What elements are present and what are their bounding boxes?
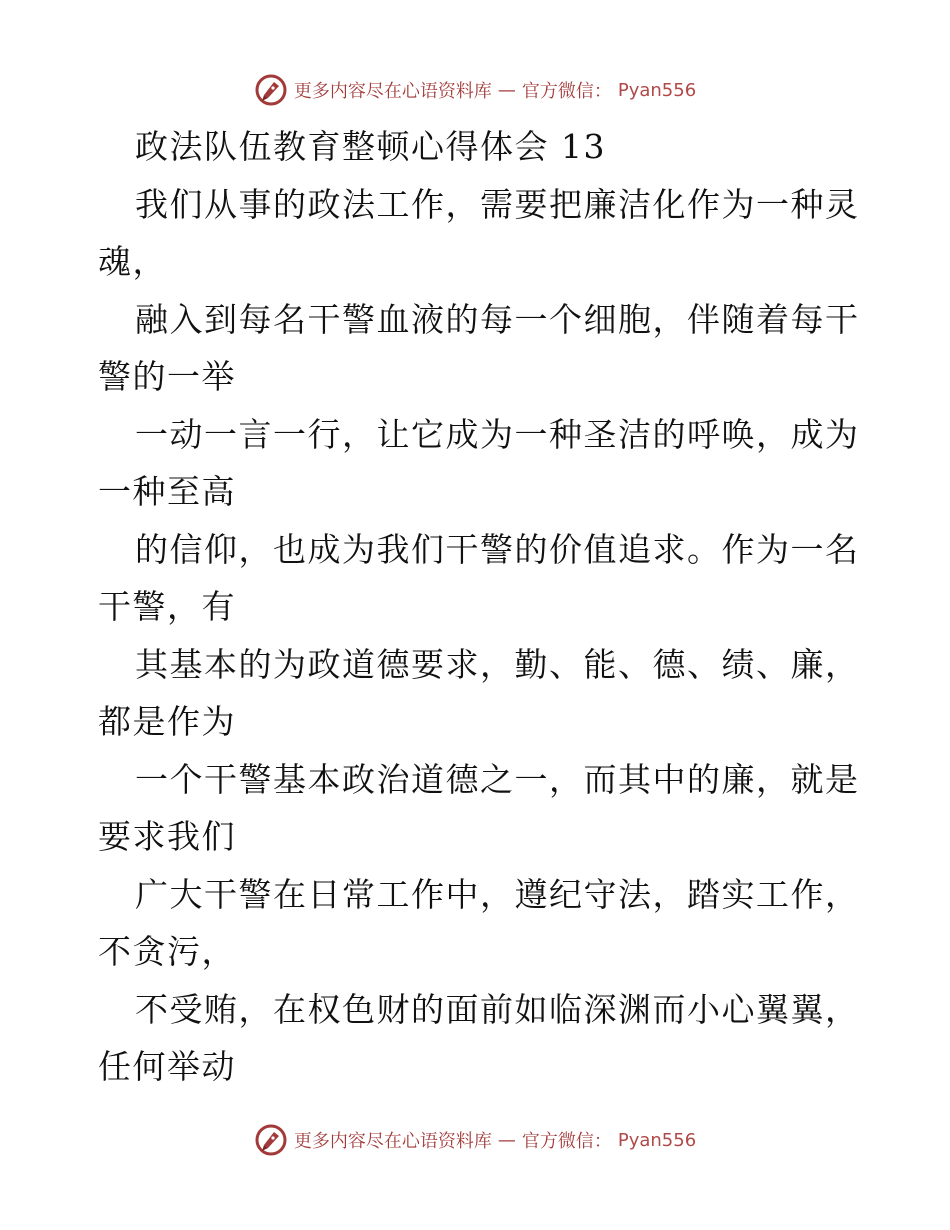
document-body — [98, 118, 858, 1096]
paragraph-line: 其基本的为政道德要求，勤、能、德、绩、廉， — [135, 644, 860, 684]
paragraph-line: 一种至高 — [98, 472, 236, 511]
footer-banner-wechat-id: Pyan556 — [617, 1129, 697, 1151]
paragraph-line: 不受贿，在权色财的面前如临深渊而小心翼翼， — [135, 989, 860, 1029]
pen-nib-circle-icon — [254, 1123, 288, 1157]
footer-banner — [0, 1120, 950, 1160]
paragraph-line: 的信仰，也成为我们干警的价值追求。作为一名 — [135, 529, 860, 569]
paragraph-line: 任何举动 — [98, 1047, 236, 1086]
header-banner-wechat-label: 官方微信： — [521, 81, 612, 102]
pen-nib-circle-icon — [254, 73, 288, 107]
paragraph-line: 不贪污， — [98, 932, 236, 971]
paragraph-line: 一动一言一行，让它成为一种圣洁的呼唤，成为 — [135, 414, 860, 454]
header-banner-text: 更多内容尽在心语资料库 — [293, 81, 492, 102]
paragraph-line: 都是作为 — [98, 702, 236, 741]
footer-banner-wechat-label: 官方微信： — [521, 1131, 612, 1152]
paragraph-line: 魂， — [98, 242, 167, 281]
header-banner-wechat-id: Pyan556 — [617, 79, 697, 101]
paragraph-line: 要求我们 — [98, 817, 236, 856]
paragraph-line: 干警，有 — [98, 587, 236, 626]
paragraph-line: 我们从事的政法工作，需要把廉洁化作为一种灵 — [135, 184, 860, 224]
footer-banner-text: 更多内容尽在心语资料库 — [293, 1131, 492, 1152]
paragraph-line: 融入到每名干警血液的每一个细胞，伴随着每干 — [135, 299, 860, 339]
footer-banner-separator: — — [497, 1129, 516, 1151]
paragraph-line: 一个干警基本政治道德之一，而其中的廉，就是 — [135, 759, 860, 799]
document-title: 政法队伍教育整顿心得体会 13 — [135, 127, 606, 166]
header-banner — [0, 70, 950, 110]
paragraph-line: 广大干警在日常工作中，遵纪守法，踏实工作， — [135, 874, 860, 914]
header-banner-separator: — — [497, 79, 516, 101]
paragraph-line: 警的一举 — [98, 357, 236, 396]
